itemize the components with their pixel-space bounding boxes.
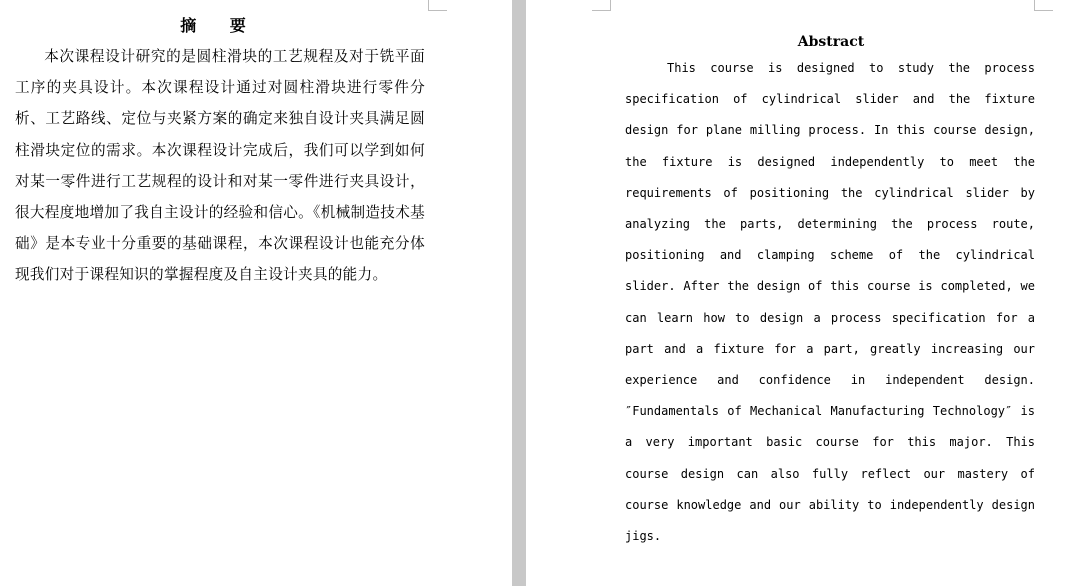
chinese-abstract-title: 摘 要 [180, 16, 260, 35]
english-abstract-title: Abstract [797, 34, 865, 50]
english-abstract-body: This course is designed to study the process specification of cylindrical slider and the fixture design for plane milling process. In this course design, the fixture is designed independently to meet the requirements of positioning the cylindrical slider by analyzing the parts, determining the process route, positioning and clamping scheme of the cylindrical slider. After the design of this course is completed, we can learn how to design a process specification for a part and a fixture for a part, greatly increasing our experience and confidence in independent design. ″Fundamentals of Mechanical Manufacturing Technology″ is a very important basic course for this major. This course design can also fully reflect our mastery of course knowledge and our ability to independently design jigs. [625, 61, 1035, 544]
page-margin-corner-mark [428, 0, 447, 11]
page-gutter [512, 0, 526, 586]
page-margin-corner-mark [592, 0, 611, 11]
page-margin-corner-mark [1034, 0, 1053, 11]
chinese-abstract-body: 本次课程设计研究的是圆柱滑块的工艺规程及对于铣平面工序的夹具设计。本次课程设计通过对圆柱滑块进行零件分析、工艺路线、定位与夹紧方案的确定来独自设计夹具满足圆柱滑块定位的需求。本次课程设计完成后，我们可以学到如何对某一零件进行工艺规程的设计和对某一零件进行夹具设计，很大程度地增加了我自主设计的经验和信心。《机械制造技术基础》是本专业十分重要的基础课程，本次课程设计也能充分体现我们对于课程知识的掌握程度及自主设计夹具的能力。 [15, 48, 425, 284]
